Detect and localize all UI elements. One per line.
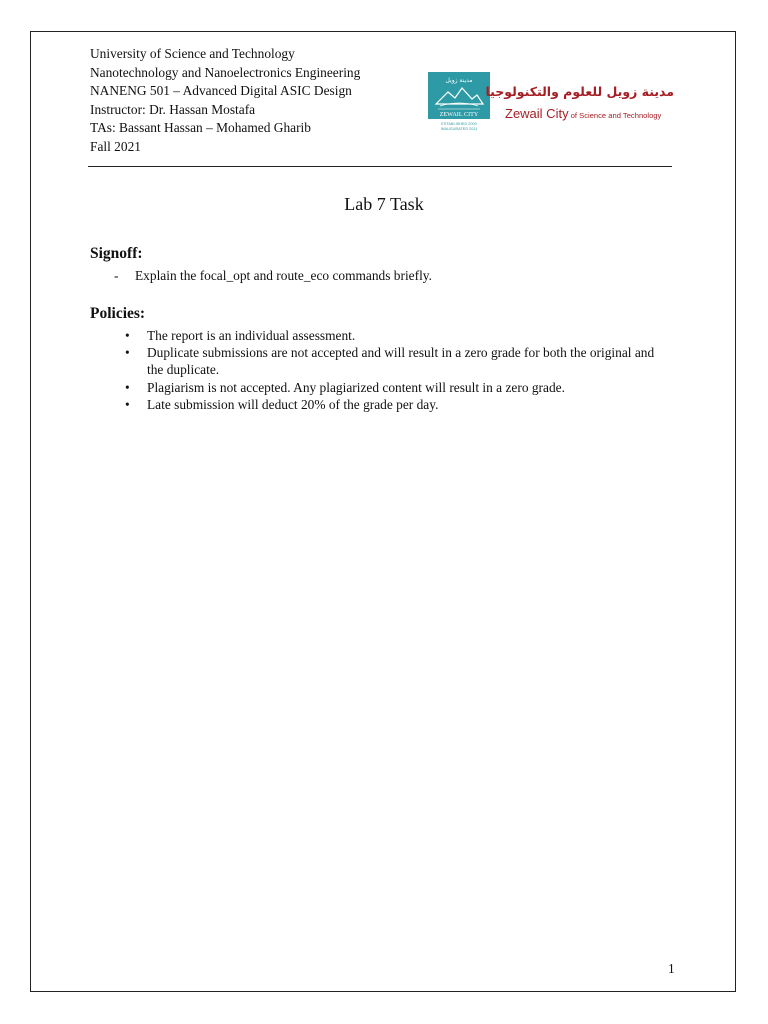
policies-list [125,327,655,413]
zewail-city-logo [428,72,678,132]
policy-text: Plagiarism is not accepted. Any plagiarized content will result in a zero grade. [147,379,565,395]
course-line: NANENG 501 – Advanced Digital ASIC Design [90,83,352,99]
logo-arabic-text: مدينة زويل للعلوم والتكنولوجيا [485,84,674,99]
header-divider [88,166,672,167]
policy-text: Duplicate submissions are not accepted and will result in a zero grade for both the original and the duplicate. [147,345,655,378]
dash-marker: - [114,268,119,283]
signoff-item [114,268,432,284]
list-item [125,327,655,344]
tas-line: TAs: Bassant Hassan – Mohamed Gharib [90,120,311,136]
document-title: Lab 7 Task [344,194,424,214]
emblem-inaugurated-text: INAUGURATED 2011 [440,127,478,131]
emblem-arabic-text: مدينة زويل [445,77,473,84]
signoff-heading: Signoff: [90,245,143,262]
zewail-city-emblem-icon [428,72,490,132]
list-item [125,344,655,378]
bullet-icon: • [125,379,130,395]
emblem-established-text: ESTABLISHED 2000 [441,122,477,126]
logo-english-main: Zewail City [505,106,569,121]
semester-line: Fall 2021 [90,138,141,154]
list-item [125,396,655,413]
bullet-icon: • [125,396,130,412]
university-line: University of Science and Technology [90,46,295,61]
page-border [30,31,736,992]
page-number: 1 [668,961,675,976]
bullet-icon: • [125,328,130,343]
policy-text: The report is an individual assessment. [147,328,356,343]
signoff-item-text: Explain the focal_opt and route_eco commands briefly. [135,268,432,283]
course-info-header [90,45,360,157]
list-item [125,379,655,396]
policies-heading: Policies: [90,305,146,322]
logo-english-sub: of Science and Technology [568,111,662,120]
instructor-line: Instructor: Dr. Hassan Mostafa [90,101,256,117]
emblem-name-text: ZEWAIL CITY [439,111,479,118]
logo-english-text [505,105,661,123]
policy-text: Late submission will deduct 20% of the grade per day. [147,396,439,412]
bullet-icon: • [125,345,130,361]
department-line: Nanotechnology and Nanoelectronics Engineering [90,64,361,80]
